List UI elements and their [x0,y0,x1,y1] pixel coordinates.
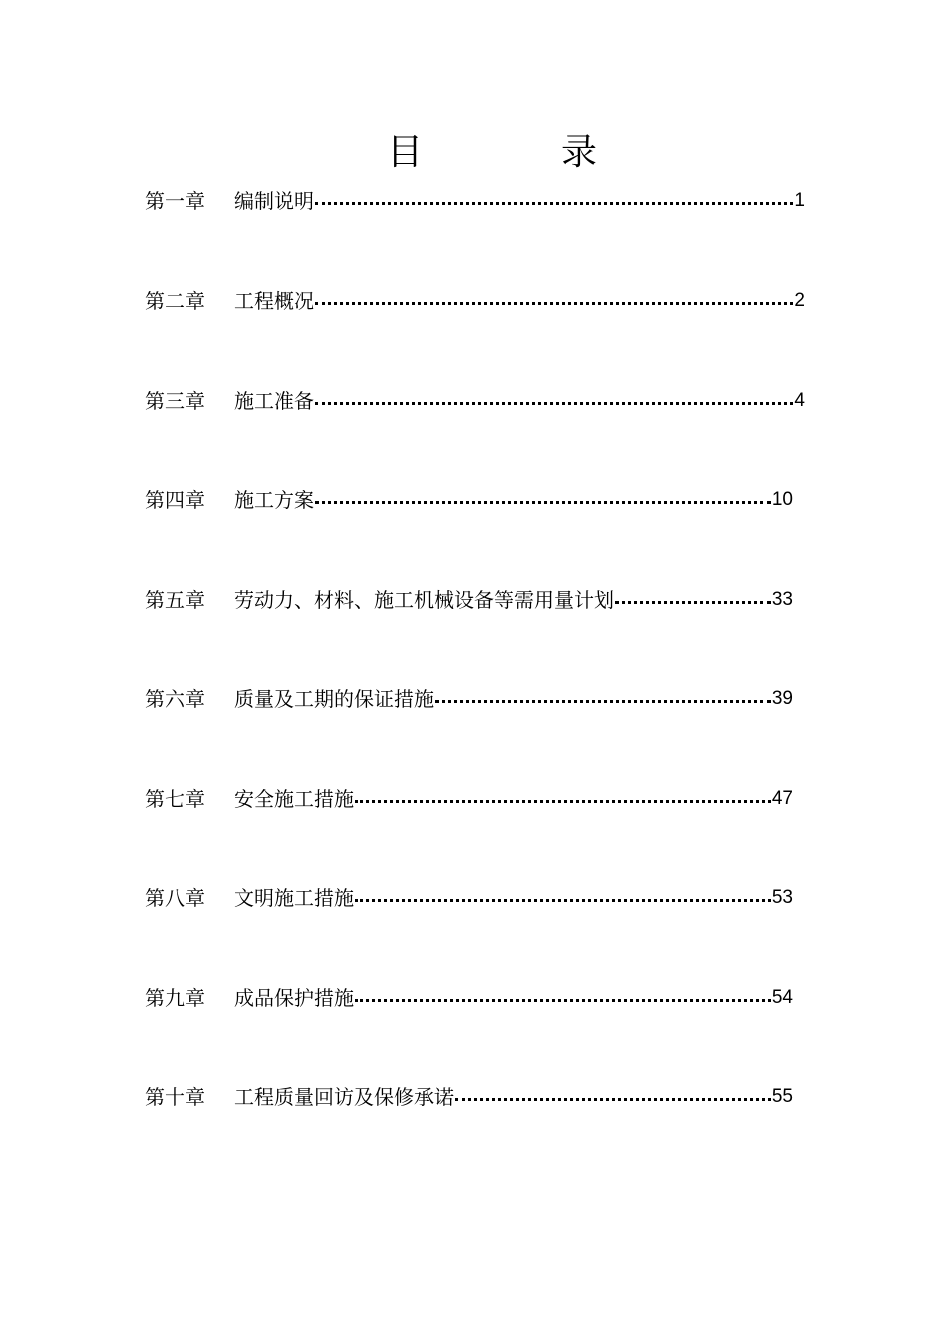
toc-entry-title: 施工方案 [234,488,314,512]
toc-entry[interactable] [145,580,793,620]
toc-entry-title: 编制说明 [234,189,314,213]
toc-entry[interactable] [145,1077,793,1117]
toc-entry[interactable] [145,181,805,221]
toc-dot-leader [614,580,772,620]
page-title [0,128,950,178]
toc-chapter-label: 第九章 [145,986,205,1010]
toc-entry[interactable] [145,381,805,421]
toc-page-number: 4 [794,390,805,411]
toc-entry[interactable] [145,480,793,520]
toc-entry[interactable] [145,281,805,321]
toc-entry[interactable] [145,978,793,1018]
toc-dot-leader [314,480,772,520]
toc-chapter-label: 第七章 [145,787,205,811]
toc-entry-title: 文明施工措施 [234,886,354,910]
toc-dot-leader [354,779,772,819]
toc-chapter-label: 第三章 [145,389,205,413]
toc-page-number: 1 [794,190,805,211]
toc-entry-title: 劳动力、材料、施工机械设备等需用量计划 [234,588,614,612]
toc-entry[interactable] [145,878,793,918]
toc-entry[interactable] [145,779,793,819]
toc-dot-leader [354,878,772,918]
toc-chapter-label: 第十章 [145,1085,205,1109]
toc-entry-title: 质量及工期的保证措施 [234,687,434,711]
toc-entry-title: 工程概况 [234,289,314,313]
toc-page-number: 55 [771,1086,793,1107]
toc-dot-leader [354,978,772,1018]
toc-chapter-label: 第二章 [145,289,205,313]
toc-chapter-label: 第八章 [145,886,205,910]
toc-entry-title: 工程质量回访及保修承诺 [234,1085,454,1109]
toc-page-number: 10 [771,489,793,510]
toc-page-number: 39 [771,688,793,709]
toc-entry-title: 施工准备 [234,389,314,413]
toc-dot-leader [434,679,772,719]
toc-dot-leader [314,181,794,221]
toc-chapter-label: 第五章 [145,588,205,612]
toc-entry[interactable] [145,679,793,719]
toc-page-number: 47 [771,788,793,809]
toc-dot-leader [314,281,794,321]
toc-dot-leader [454,1077,772,1117]
toc-page-number: 54 [771,987,793,1008]
title-char-left: 目 [387,132,424,173]
toc-page-number: 2 [794,290,805,311]
toc-page-number: 53 [771,887,793,908]
toc-chapter-label: 第一章 [145,189,205,213]
toc-entry-title: 安全施工措施 [234,787,354,811]
toc-dot-leader [314,381,794,421]
title-char-right: 录 [561,132,598,173]
toc-page-number: 33 [771,589,793,610]
toc-entry-title: 成品保护措施 [234,986,354,1010]
toc-chapter-label: 第六章 [145,687,205,711]
toc-chapter-label: 第四章 [145,488,205,512]
